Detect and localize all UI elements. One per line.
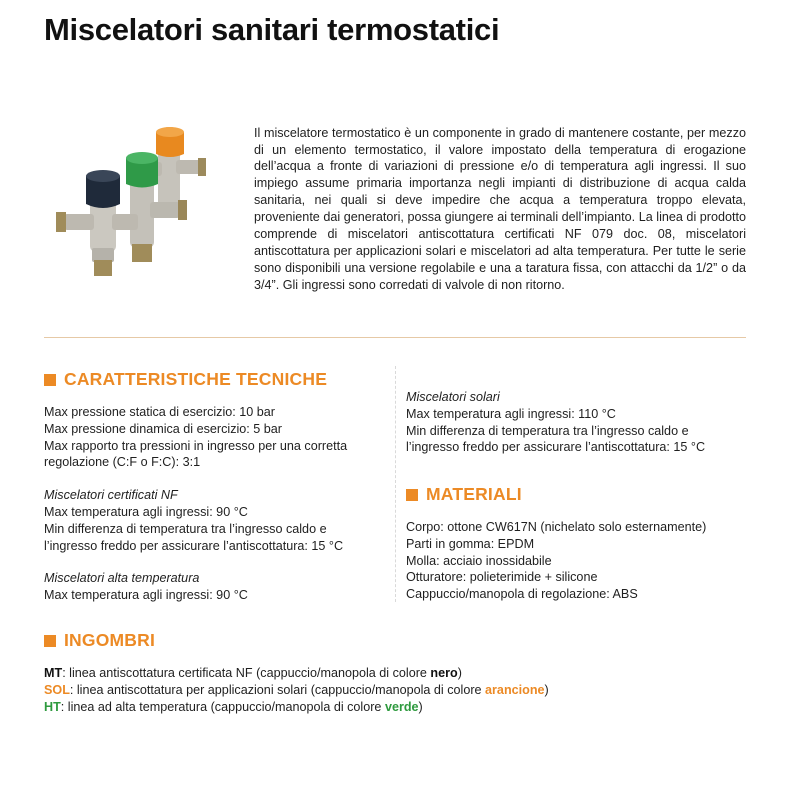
solar-subtitle: Miscelatori solari — [406, 390, 500, 404]
material-line: Otturatore: polieterimide + silicone — [406, 570, 598, 585]
code-label: SOL — [44, 682, 70, 697]
materials-heading — [406, 484, 522, 505]
dimension-text: : linea ad alta temperatura (cappuccio/manopola di colore — [60, 699, 385, 714]
nf-subtitle: Miscelatori certificati NF — [44, 488, 178, 503]
dimension-item-sol — [44, 682, 744, 699]
tech-heading — [44, 369, 327, 390]
dimension-text: : linea antiscottatura certificata NF (cappuccio/manopola di colore — [62, 666, 431, 680]
spec-line: Max pressione dinamica di esercizio: 5 bar — [44, 421, 282, 436]
dimension-text: : linea antiscottatura per applicazioni solari (cappuccio/manopola di colore — [69, 682, 486, 697]
dimensions-list — [44, 665, 744, 715]
code-label: MT — [44, 666, 63, 680]
spec-line: l’ingresso freddo per assicurare l’antiscottatura: 15 °C — [44, 538, 344, 553]
heading-square-icon — [44, 374, 56, 386]
heading-square-icon — [44, 635, 56, 647]
dimension-item-ht — [44, 699, 744, 716]
heading-square-icon — [406, 489, 418, 501]
spec-line: Max temperatura agli ingressi: 90 °C — [44, 504, 248, 519]
material-line: Molla: acciaio inossidabile — [406, 553, 552, 568]
dimension-item-mt — [44, 665, 744, 682]
dimension-text: ) — [418, 699, 423, 714]
materials-list — [406, 519, 751, 603]
intro-text: Il miscelatore termostatico è un componente in grado di mantenere costante, per mezzo di un elemento termostatico, il valore impostato della temperatura di erogazione dell’acqua a fronte di variazioni di pressione e/o di temperatura agli ingressi. Il suo impiego assume primaria importanza negli impianti di distribuzione di acqua calda sanitaria, nei quali si deve impedire che acqua a temperatura troppo elevata, proveniente dai generatori, possa giungere ai terminali dell’impianto. La linea di prodotto comprende di miscelatori antiscottatura certificati NF 079 doc. 08, miscelatori antiscottatura per applicazioni solari e miscelatori ad alta temperatura. Per tutte le serie sono disponibili una versione regolabile e una a taratura fissa, con attacchi da 1/2” o da 3/4”. Gli ingressi sono corredati di valvole di non ritorno. — [254, 125, 746, 292]
color-word: arancione — [485, 682, 545, 697]
product-photo — [48, 118, 244, 278]
dimensions-heading-label: INGOMBRI — [64, 630, 156, 650]
color-word: nero — [430, 666, 458, 680]
material-line: Parti in gomma: EPDM — [406, 536, 535, 551]
dimensions-heading — [44, 630, 155, 651]
tech-specs-left — [44, 404, 389, 604]
materials-heading-label: MATERIALI — [426, 484, 522, 504]
spec-line: Max temperatura agli ingressi: 90 °C — [44, 588, 248, 603]
color-word: verde — [384, 699, 419, 714]
section-divider — [44, 337, 746, 338]
spec-line: l’ingresso freddo per assicurare l’antiscottatura: 15 °C — [406, 440, 706, 455]
page-title: Miscelatori sanitari termostatici — [44, 12, 500, 47]
spec-line: Min differenza di temperatura tra l’ingresso caldo e — [406, 423, 689, 438]
dimension-text: ) — [544, 682, 549, 697]
spec-line: Min differenza di temperatura tra l’ingresso caldo e — [44, 521, 327, 536]
spec-line: Max rapporto tra pressioni in ingresso per una corretta — [44, 438, 348, 453]
spec-line: Max temperatura agli ingressi: 110 °C — [406, 406, 616, 421]
high-temp-subtitle: Miscelatori alta temperatura — [44, 571, 200, 586]
tech-heading-label: CARATTERISTICHE TECNICHE — [64, 369, 328, 389]
column-divider — [395, 366, 396, 602]
spec-line: Max pressione statica di esercizio: 10 bar — [44, 405, 275, 419]
tech-specs-right — [406, 389, 751, 456]
code-label: HT — [44, 699, 61, 714]
dimension-text: ) — [457, 666, 462, 680]
material-line: Cappuccio/manopola di regolazione: ABS — [406, 587, 638, 602]
black-valve — [56, 170, 138, 276]
spec-line: regolazione (C:F o F:C): 3:1 — [44, 455, 201, 470]
material-line: Corpo: ottone CW617N (nichelato solo esternamente) — [406, 520, 707, 534]
